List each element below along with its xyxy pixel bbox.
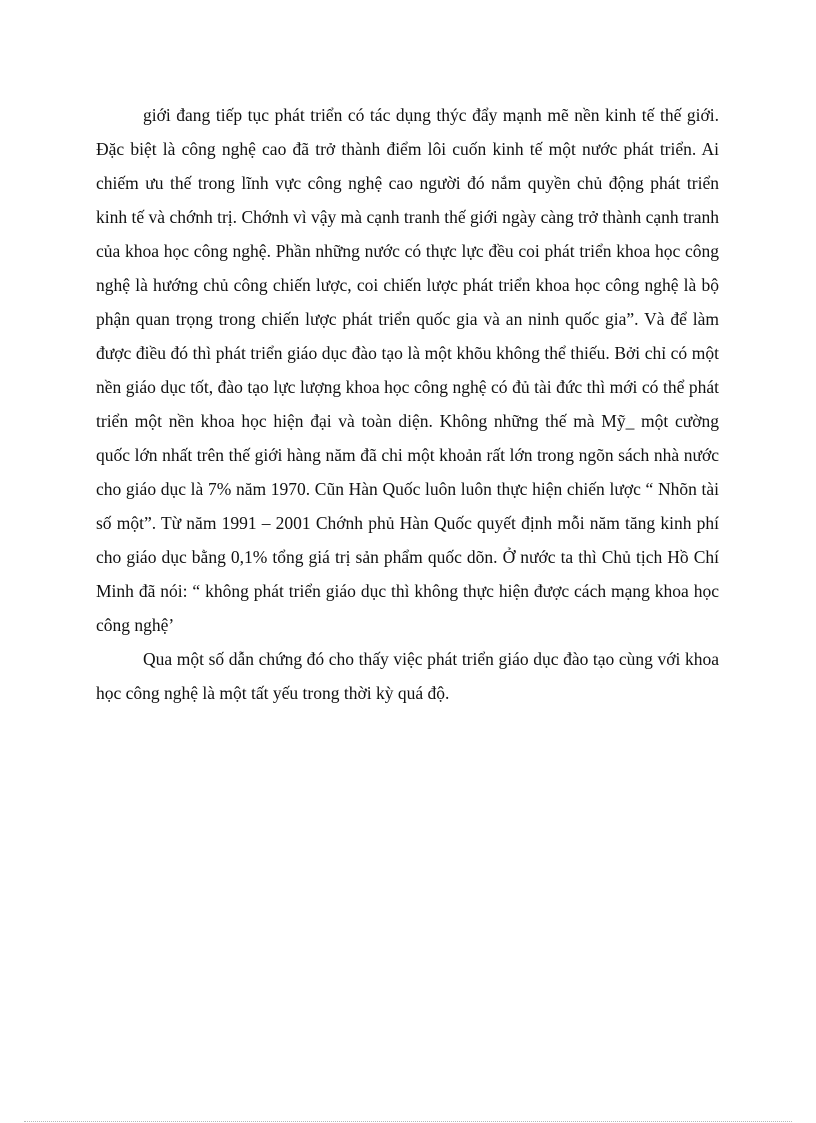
body-text [96, 98, 719, 710]
page-bottom-border [24, 1121, 792, 1122]
paragraph-1: giới đang tiếp tục phát triển có tác dụng thýc đẩy mạnh mẽ nền kinh tế thế giới. Đặc biệt là công nghệ cao đã trở thành điểm lôi cuốn kinh tế một nước phát triển. Ai chiếm ưu thế trong lĩnh vực công nghệ cao người đó nắm quyền chủ động phát triển kinh tế và chớnh trị. Chớnh vì vậy mà cạnh tranh thế giới ngày càng trở thành cạnh tranh của khoa học công nghệ. Phần những nước có thực lực đều coi phát triển khoa học công nghệ là hướng chủ công chiến lược, coi chiến lược phát triển khoa học công nghệ là bộ phận quan trọng trong chiến lược phát triển quốc gia và an ninh quốc gia”. Và để làm được điều đó thì phát triển giáo dục đào tạo là một khõu không thể thiếu. Bởi chỉ có một nền giáo dục tốt, đào tạo lực lượng khoa học công nghệ có đủ tài đức thì mới có thể phát triển một nền khoa học hiện đại và toàn diện. Không những thế mà Mỹ_ một cường quốc lớn nhất trên thế giới hàng năm đã chi một khoản rất lớn trong ngõn sách nhà nước cho giáo dục là 7% năm 1970. Cũn Hàn Quốc luôn luôn thực hiện chiến lược “ Nhõn tài số một”. Từ năm 1991 – 2001 Chớnh phủ Hàn Quốc quyết định mỗi năm tăng kinh phí cho giáo dục bằng 0,1% tổng giá trị sản phẩm quốc dõn. Ở nước ta thì Chủ tịch Hồ Chí Minh đã nói: “ không phát triển giáo dục thì không thực hiện được cách mạng khoa học công nghệ’ [96, 105, 719, 635]
paragraph-2: Qua một số dẫn chứng đó cho thấy việc phát triển giáo dục đào tạo cùng với khoa học công nghệ là một tất yếu trong thời kỳ quá độ. [96, 649, 719, 703]
